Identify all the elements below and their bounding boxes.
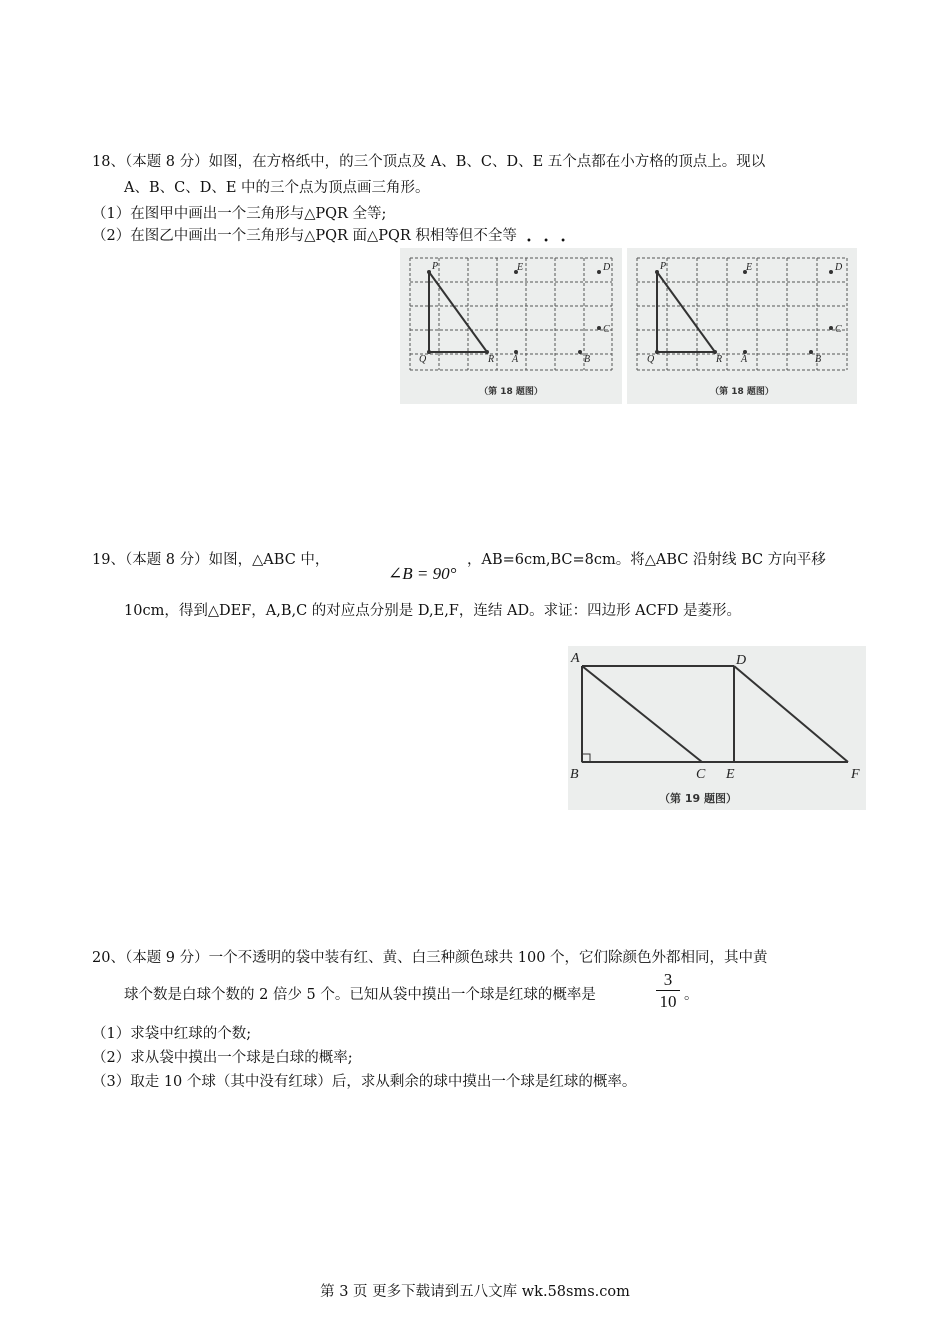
- q18-part1: （1）在图甲中画出一个三角形与△PQR 全等;: [92, 206, 387, 222]
- q19-line1-after: ，AB=6cm,BC=8cm。将△ABC 沿射线 BC 方向平移: [467, 552, 826, 568]
- q18-line2: A、B、C、D、E 中的三个点为顶点画三角形。: [124, 180, 430, 196]
- label-r: R: [716, 354, 723, 365]
- probability-fraction: [656, 970, 680, 1013]
- label-d: D: [835, 262, 843, 273]
- label-d: D: [603, 262, 611, 273]
- label-e: E: [746, 262, 753, 273]
- q18-figure-left: [400, 248, 622, 404]
- label-p: P: [660, 261, 667, 272]
- q19-figure: [568, 646, 866, 810]
- emphasis-dots: • • •: [526, 236, 571, 247]
- q19-line1-before: 19、（本题 8 分）如图，△ABC 中，: [92, 552, 330, 568]
- label-c: C: [603, 324, 610, 335]
- label-b: B: [815, 354, 822, 365]
- label-q: Q: [419, 354, 427, 365]
- label-e: E: [726, 767, 735, 782]
- page-footer: 第 3 页 更多下载请到五八文库 wk.58sms.com: [320, 1284, 630, 1300]
- label-c: C: [835, 324, 842, 335]
- q18-figure-right: [627, 248, 857, 404]
- label-r: R: [488, 354, 495, 365]
- label-a: A: [512, 354, 519, 365]
- fraction-denominator: 10: [659, 992, 677, 1011]
- q20-part2: （2）求从袋中摸出一个球是白球的概率;: [92, 1050, 353, 1066]
- q20-part3: （3）取走 10 个球（其中没有红球）后，求从剩余的球中摸出一个球是红球的概率。: [92, 1074, 637, 1090]
- label-q: Q: [647, 354, 655, 365]
- q18-line1: 18、（本题 8 分）如图，在方格纸中，的三个顶点及 A、B、C、D、E 五个点都在小方格的顶点上。现以: [92, 154, 766, 170]
- label-p: P: [432, 261, 439, 272]
- q19-angle-expr: ∠B = 90°: [388, 564, 457, 583]
- q19-line2: 10cm，得到△DEF，A,B,C 的对应点分别是 D,E,F，连结 AD。求证：四边形 ACFD 是菱形。: [124, 603, 742, 619]
- label-a: A: [741, 354, 748, 365]
- q20-line2-after: 。: [684, 987, 699, 1003]
- label-c: C: [696, 767, 706, 782]
- label-f: F: [851, 767, 860, 782]
- q20-line2-before: 球个数是白球个数的 2 倍少 5 个。已知从袋中摸出一个球是红球的概率是: [124, 987, 596, 1003]
- q18-caption-left: （第 18 题图）: [479, 387, 543, 397]
- q18-part2: （2）在图乙中画出一个三角形与△PQR 面△PQR 积相等但不全等: [92, 228, 517, 244]
- q19-caption: （第 19 题图）: [659, 792, 737, 805]
- q18-caption-right: （第 18 题图）: [710, 387, 774, 397]
- label-b: B: [570, 767, 579, 782]
- q20-line1: 20、（本题 9 分）一个不透明的袋中装有红、黄、白三种颜色球共 100 个，它们除颜色外都相同，其中黄: [92, 950, 768, 966]
- q20-part1: （1）求袋中红球的个数;: [92, 1026, 252, 1042]
- label-e: E: [517, 262, 524, 273]
- label-a: A: [571, 651, 580, 666]
- label-b: B: [584, 354, 591, 365]
- fraction-numerator: 3: [663, 970, 673, 989]
- label-d: D: [736, 653, 747, 668]
